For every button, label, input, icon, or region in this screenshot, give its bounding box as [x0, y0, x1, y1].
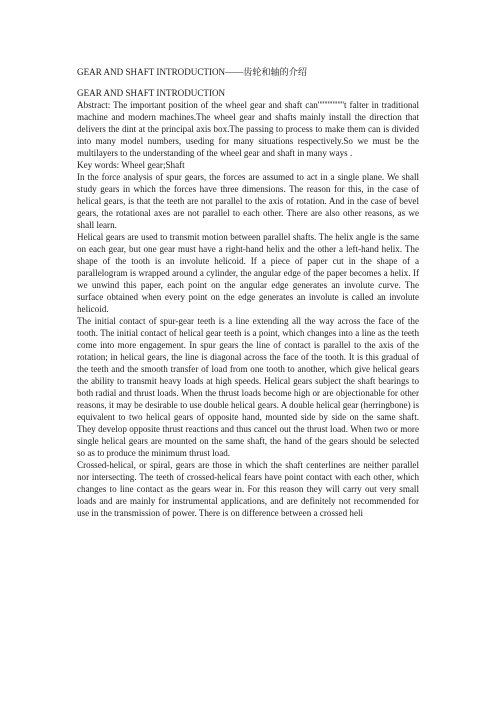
document-subtitle: GEAR AND SHAFT INTRODUCTION	[77, 87, 226, 98]
body-paragraph: The initial contact of spur-gear teeth is a line extending all the way across the face of the tooth. The initial contact of helical gear teeth is a point, which changes into a line as the teeth come into more engagement. In spur gears the line of contact is parallel to the axis of the rotation; in helical gears, the line is diagonal across the face of the tooth. It is this gradual of the teeth and the smooth transfer of load from one tooth to another, which give helical gears the ability to transmit heavy loads at high speeds. Helical gears subject the shaft bearings to both radial and thrust loads. When the thrust loads become high or are objectionable for other reasons, it may be desirable to use double helical gears. A double helical gear (herringbone) is equivalent to two helical gears of opposite hand, mounted side by side on the same shaft. They develop opposite thrust reactions and thus cancel out the thrust load. When two or more single helical gears are mounted on the same shaft, the hand of the gears should be selected so as to produce the minimum thrust load.	[77, 316, 419, 458]
body-paragraph: Crossed-helical, or spiral, gears are those in which the shaft centerlines are neither parallel nor intersecting. The teeth of crossed-helical fears have point contact with each other, which changes to line contact as the gears wear in. For this reason they will carry out very small loads and are mainly for instrumental applications, and are definitely not recommended for use in the transmission of power. There is on difference between a crossed heli	[77, 460, 419, 518]
body-paragraph: Helical gears are used to transmit motion between parallel shafts. The helix angle is the same on each gear, but one gear must have a right-hand helix and the other a left-hand helix. The shape of the tooth is an involute helicoid. If a piece of paper cut in the shape of a parallelogram is wrapped around a cylinder, the angular edge of the paper becomes a helix. If we unwind this paper, each point on the angular edge generates an involute curve. The surface obtained when every point on the edge generates an involute is called an involute helicoid.	[77, 232, 419, 314]
body-paragraph: In the force analysis of spur gears, the forces are assumed to act in a single plane. We shall study gears in which the forces have three dimensions. The reason for this, in the case of helical gears, is that the teeth are not parallel to the axis of rotation. And in the case of bevel gears, the rotational axes are not parallel to each other. There are also other reasons, as we shall learn.	[77, 172, 419, 230]
keywords-paragraph: Key words: Wheel gear;Shaft	[77, 160, 185, 170]
document-body	[77, 99, 419, 519]
document-title: GEAR AND SHAFT INTRODUCTION——齿轮和轴的介绍	[77, 67, 307, 77]
abstract-paragraph: Abstract: The important position of the wheel gear and shaft can''''''''''''''''t falter in traditional machine and modern machines.The wheel gear and shafts mainly install the direction that delivers the dint at the principal axis box.The passing to process to make them can is divided into many model numbers, useding for many situations respectively.So we must be the multilayers to the understanding of the wheel gear and shaft in many ways .	[77, 100, 419, 158]
